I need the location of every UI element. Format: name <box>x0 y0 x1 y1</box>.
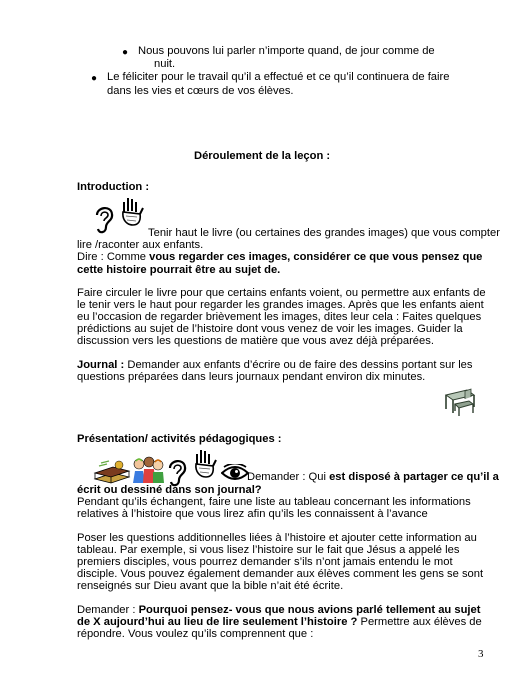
children-icon <box>131 455 165 485</box>
p3-label: Demander : <box>77 604 139 616</box>
lesson-title: Déroulement de la leçon : <box>194 150 331 162</box>
desk-icon <box>443 387 477 417</box>
intro-p1-line4: cette histoire pourrait être au sujet de. <box>77 264 281 276</box>
intro-p1-line3-normal: Dire : Comme <box>77 251 150 263</box>
intro-p2-line3: eu l’occasion de regarder brièvement les images, dites leur cela : Faites quelques <box>77 311 482 323</box>
p3-line1-bold: Pourquoi pensez- vous que nous avions parlé tellement au sujet <box>138 604 481 616</box>
presentation-p2-line2: tableau. Par exemple, si vous lisez l’histoire sur le fait que Jésus a appelé les <box>77 544 460 556</box>
bullet-marker: ● <box>91 73 98 84</box>
hand-icon <box>119 196 145 226</box>
presentation-p1-line1: Pendant qu’ils échangent, faire une liste au tableau concernant les informations <box>77 496 471 508</box>
eye-icon <box>221 464 249 482</box>
presentation-p2-line1: Poser les questions additionnelles liées à l’histoire et ajouter cette information au <box>77 532 477 544</box>
presentation-ask-line1 <box>247 471 499 484</box>
intro-p2-line2: le tenir vers le haut pour regarder les grandes images. Après que les enfants aient <box>77 299 484 311</box>
presentation-p2-line4: disciple. Vous pouvez également demander aux élèves comment les gens se sont <box>77 568 484 580</box>
bullet-marker: ● <box>122 47 129 58</box>
presentation-p3-line3: répondre. Vous voulez qu’ils comprennent que : <box>77 628 314 640</box>
ask-normal: Demander : Qui <box>247 471 330 483</box>
journal-line1-text: Demander aux enfants d’écrire ou de faire des dessins portant sur les <box>124 359 473 371</box>
presentation-p2-line3: premiers disciples, vous pourrez demander s’ils n’ont jamais entendu le mot <box>77 556 453 568</box>
ear-icon <box>93 203 115 235</box>
presentation-p2-line5: renseignés sur Dieu avant que la bible n’ait été écrite. <box>77 580 344 592</box>
presentation-ask-line2: écrit ou dessiné dans son journal? <box>77 484 262 496</box>
presentation-heading: Présentation/ activités pédagogiques : <box>77 433 282 445</box>
page-number: 3 <box>478 648 484 660</box>
journal-line2: questions préparées dans leurs journaux pendant environ dix minutes. <box>77 371 426 383</box>
bible-icon <box>93 457 131 485</box>
intro-p1-line3-bold: vous regarder ces images, considérer ce que vous pensez que <box>149 251 483 263</box>
presentation-p1-line2: relatives à l’histoire que vous lirez afin qu’ils les connaissent à l’avance <box>77 508 428 520</box>
intro-p1-line3 <box>77 251 482 264</box>
journal-label: Journal : <box>77 359 125 371</box>
introduction-heading: Introduction : <box>77 181 150 193</box>
intro-p2-line4: prédictions au sujet de l’histoire dont vous venez de voir les images. Guider la <box>77 323 463 335</box>
p3-line2-normal: Permettre aux élèves de <box>360 616 482 628</box>
intro-p1-line1: Tenir haut le livre (ou certaines des grandes images) que vous compter <box>148 227 500 239</box>
intro-p2-line1: Faire circuler le livre pour que certains enfants voient, ou permettre aux enfants de <box>77 287 486 299</box>
ask-bold: est disposé à partager ce qu’il a <box>329 471 499 483</box>
bullet-1-line1: Nous pouvons lui parler n’importe quand, de jour comme de <box>138 45 435 57</box>
bullet-2-line2: dans les vies et cœurs de vos élèves. <box>107 85 294 97</box>
intro-p2-line5: discussion vers les questions de matière que vous avez déjà préparées. <box>77 335 434 347</box>
bullet-2-line1: Le féliciter pour le travail qu’il a effectué et ce qu’il continuera de faire <box>107 71 450 83</box>
hand-icon <box>192 448 218 478</box>
intro-p1-line2: lire /raconter aux enfants. <box>77 239 204 251</box>
bullet-1-line2: nuit. <box>154 58 176 70</box>
p3-line2-bold: de X aujourd’hui au lieu de lire seulement l’histoire ? <box>77 616 361 628</box>
